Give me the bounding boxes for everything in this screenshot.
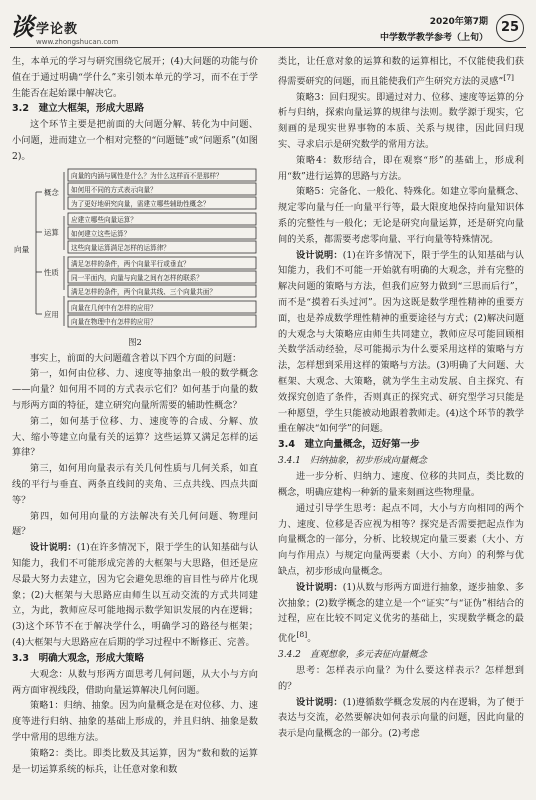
paragraph: 第二，如何基于位移、力、速度等的合成、分解、放大、缩小等建立向量有关的运算？这些运算又满足怎样的运算律？ xyxy=(12,415,258,459)
paragraph: 第四，如何用向量的方法解决有关几何问题、物理问题？ xyxy=(12,510,258,538)
journal-logo xyxy=(10,12,160,56)
figure-caption: 图2 xyxy=(128,336,142,347)
diagram-question: 满足怎样的条件，两个向量共线、三个向量共面？ xyxy=(71,287,217,296)
design-label: 设计说明： xyxy=(30,542,77,554)
paragraph: 思考：怎样表示向量？为什么要这样表示？怎样想到的？ xyxy=(278,665,524,692)
issue-label: 2020年第7期 xyxy=(429,17,488,27)
design-text: (1)从数与形两方面进行抽象，逐步抽象、多次抽象；(2)数学概念的建立是一个“证实”与“证伪”相结合的过程，应在比较不同定义优劣的基础上，实现数学概念的最优化 xyxy=(278,581,525,645)
paragraph: 策略5：完备化、一般化、特殊化。如建立零向量概念、规定零向量与任一向量平行等，最大限度地保持向量知识体系的完整性与一般化；无论是研究向量运算，还是研究向量间的关系，都需要考虑零向量、平行向量等特殊情况。 xyxy=(278,186,524,245)
design-text: (1)遵循数学概念发展的内在逻辑，为了便于表达与交流，必然要解决如何表示向量的问题，因此向量的表示是向量概念的一部分。(2)考虑 xyxy=(278,696,525,740)
subsection-heading: 3.4.2 直观想象，多元表征向量概念 xyxy=(278,650,427,661)
paragraph: 策略3：回归现实。即通过对力、位移、速度等运算的分析与归纳，探索向量运算的规律与法则。数学源于现实，它刻画的是现实世界事物的本质、关系与规律，因此回归现实、寻求启示是研究数学的常用方法。 xyxy=(278,91,524,151)
diagram-question: 向量在物理中有怎样的应用？ xyxy=(71,317,157,326)
diagram-question: 为了更好地研究向量，需建立哪些辅助性概念？ xyxy=(71,199,210,208)
paragraph: 策略1：归纳、抽象。因为向量概念是在对位移、力、速度等进行归纳、抽象的基础上形成的，并且归纳、抽象是数学中常用的思维方法。 xyxy=(12,700,258,743)
paragraph: 事实上，前面的大问题蕴含着以下四个方面的问题： xyxy=(30,352,242,364)
paragraph: 第三，如何用向量表示有关几何性质与几何关系，如直线的平行与垂直、两条直线间的夹角、三点共线、四点共面等？ xyxy=(12,463,258,506)
section-heading: 3.3 明确大观念，形成大策略 xyxy=(12,652,145,664)
design-note xyxy=(12,540,258,651)
group-label-operation: 运算 xyxy=(44,227,59,237)
paragraph xyxy=(278,54,524,90)
paragraph: 策略4：数形结合，即在观察“形”的基础上，形成利用“数”进行运算的思路与方法。 xyxy=(278,154,524,182)
section-heading: 3.2 建立大框架，形成大思路 xyxy=(12,103,145,115)
group-label-concept: 概念 xyxy=(44,187,59,197)
page-number: 25 xyxy=(496,14,524,42)
paragraph: 这个环节主要是把前面的大问题分解、转化为中问题、小问题，进而建立一个相对完整的“问题链”或“问题系”(如图2)。 xyxy=(12,119,258,162)
group-label-application: 应用 xyxy=(44,309,59,319)
paragraph: 通过引导学生思考：起点不同，大小与方向相同的两个力、速度、位移是否应视为相等？探究是否需要把起点作为向量概念的一部分，分析、比较规定向量三要素（大小、方向与作用点）与规定向量两要素（大小、方向）的利弊与优缺点，初步形成向量概念。 xyxy=(278,502,524,577)
group-label-property: 性质 xyxy=(44,267,59,277)
diagram-question: 应建立哪些向量运算？ xyxy=(71,215,137,224)
header-info xyxy=(380,14,488,43)
diagram-question: 向量在几何中有怎样的应用？ xyxy=(71,303,157,312)
logo-text: 学论教 xyxy=(36,22,79,37)
paragraph: 策略2：类比。即类比数及其运算，因为“数和数的运算是一切运算系统的标兵，让任意对象和数 xyxy=(12,747,258,775)
citation: [7] xyxy=(503,72,515,82)
paragraph: 第一，如何由位移、力、速度等抽象出一般的数学概念——向量？如何用不同的方式表示它们？如何基于向量的数与形两方面的特征，建立研究向量所需要的辅助性概念？ xyxy=(12,368,258,411)
citation: [8] xyxy=(296,630,308,640)
diagram-question: 同一平面内，向量与向量之间有怎样的联系？ xyxy=(71,273,203,282)
design-text: (1)在许多情况下，限于学生的认知基础与认知能力，我们不可能形成完善的大框架与大思路，但还是应尽最大努力去建立，因为它会避免思维的盲目性与碎片化现象；(2)大框架与大思路应由师生以互动交流的方式共同建立，为此，教师应尽可能地揭示数学知识发展的内在逻辑；(3)这个环节不在于解决学什么，明确学习的路径与框架；(4)大框架与大思路应在后期的学习过程中不断修正、完善。 xyxy=(12,542,259,648)
header-rule xyxy=(10,47,526,48)
diagram-root: 向量 xyxy=(14,244,30,254)
punctuation: 。 xyxy=(307,633,317,645)
subsection-heading: 3.4.1 归纳抽象，初步形成向量概念 xyxy=(278,456,427,467)
right-column xyxy=(278,54,524,742)
diagram-question: 这些向量运算满足怎样的运算律？ xyxy=(71,243,170,252)
logo-char: 谈 xyxy=(10,12,34,41)
diagram-question: 满足怎样的条件，两个向量平行或垂直？ xyxy=(71,259,190,268)
diagram-question: 如何建立这些运算？ xyxy=(71,229,131,238)
diagram-question: 如何用不同的方式表示向量？ xyxy=(71,185,157,194)
figure-2 xyxy=(12,168,258,349)
design-note xyxy=(278,695,524,742)
paragraph: 进一步分析、归纳力、速度、位移的共同点，类比数的概念，明确应建构一种新的量来刻画这些物理量。 xyxy=(278,471,524,498)
left-column xyxy=(12,54,258,777)
section-heading: 3.4 建立向量概念，迈好第一步 xyxy=(278,439,420,451)
paragraph-text: 类比，让任意对象的运算和数的运算相比，不仅能使我们获得需要研究的问题，而且能使我们产生研究方法的灵感” xyxy=(278,56,524,87)
design-label: 设计说明： xyxy=(296,249,343,261)
design-label: 设计说明： xyxy=(296,581,343,593)
diagram-question: 向量的内涵与属性是什么？为什么这样而不是那样？ xyxy=(71,171,223,180)
design-label: 设计说明： xyxy=(296,696,343,708)
design-note xyxy=(278,580,524,647)
design-note xyxy=(278,248,524,438)
journal-name: 中学数学教学参考（上旬） xyxy=(379,33,488,43)
paragraph: 生，本单元的学习与研究围绕它展开；(4)大问题的功能与价值在于通过明确“学什么”来引领本单元的学习，而不在于学生能否在起始课中解决它。 xyxy=(12,56,258,99)
paragraph: 大观念：从数与形两方面思考几何问题，从大小与方向两方面审视线段，借助向量运算解决几何问题。 xyxy=(12,668,258,696)
logo-url: www.zhongshucan.com xyxy=(36,38,119,46)
question-chain-diagram xyxy=(12,168,258,330)
design-text: (1)在许多情况下，限于学生的认知基础与认知能力，我们不可能一开始就有明确的大观念，并有完整的解决问题的策略与方法，但我们应努力做到“三思而后行”，而不是“摸着石头过河”。因为这既是数学理性精神的重要方面，也是养成数学理性精神的重要途径与方式；(2)解决问题的大观念与大策略应由师生共同建立，教师应尽可能回顾相关数学活动经验，尽可能揭示为什么要采用这样的策略与方法，怎样想到采用这样的策略与方法。(3)明确了大问题、大框架、大观念、大策略，就为学生主动发展、自主探究、有效探究创造了条件，否则真正的探究式、研究型学习只能是一种愿望，学生只能被动地跟着教师走。(4)这个环节的教学重在解决“如何学”的问题。 xyxy=(278,249,525,435)
